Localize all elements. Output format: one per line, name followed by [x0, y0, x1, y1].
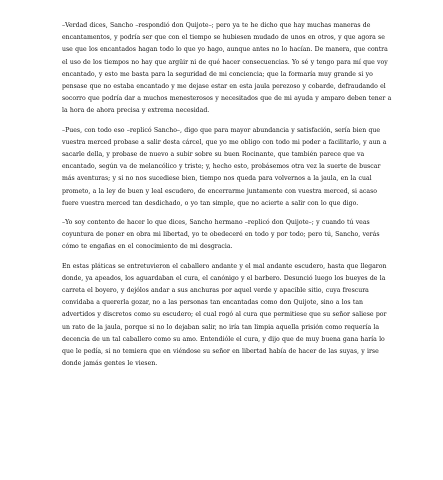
paragraph-1: –Verdad dices, Sancho –respondió don Quijote–; pero ya te he dicho que hay muchas maneras de encantamentos, y podría ser que con el tiempo se hubiesen mudado de unos en otros, y que agora se use que los encantados hagan todo lo que yo hago, aunque antes no lo hacían. De manera, que contra el uso de los tiempos no hay que argüir ni de qué hacer consecuencias. Yo sé y tengo para mí que voy encantado, y esto me basta para la seguridad de mi conciencia; que la formaría muy grande si yo pensase que no estaba encantado y me dejase estar en esta jaula perezoso y cobarde, defraudando el socorro que podría dar a muchos menesterosos y necesitados que de mi ayuda y amparo deben tener a la hora de ahora precisa y extrema necesidad. [62, 22, 392, 115]
paragraph-3: –Yo soy contento de hacer lo que dices, Sancho hermano –replicó don Quijote–; y cuando tú veas coyuntura de poner en obra mi libertad, yo te obedeceré en todo y por todo; pero tú, Sancho, verás cómo te engañas en el conocimiento de mi desgracia. [62, 219, 380, 251]
document-page [62, 20, 392, 377]
paragraph-2: –Pues, con todo eso –replicó Sancho–, digo que para mayor abundancia y satisfación, sería bien que vuestra merced probase a salir desta cárcel, que yo me obligo con todo mi poder a facilitarlo, y aun a sacarle della, y probase de nuevo a subir sobre su buen Rocinante, que también parece que va encantado, según va de melancólico y triste; y, hecho esto, probásemos otra vez la suerte de buscar más aventuras; y si no nos sucediese bien, tiempo nos queda para volvernos a la jaula, en la cual prometo, a la ley de buen y leal escudero, de encerrarme juntamente con vuestra merced, si acaso fuere vuestra merced tan desdichado, o yo tan simple, que no acierte a salir con lo que digo. [62, 126, 387, 207]
paragraph-4: En estas pláticas se entretuvieron el caballero andante y el mal andante escudero, hasta que llegaron donde, ya apeados, los aguardaban el cura, el canónigo y el barbero. Desunció luego los bueyes de la carreta el boyero, y dejólos andar a sus anchuras por aquel verde y apacible sitio, cuya frescura convidaba a quererla gozar, no a las personas tan encantadas como don Quijote, sino a los tan advertidos y discretos como su escudero; el cual rogó al cura que permitiese que su señor saliese por un rato de la jaula, porque si no lo dejaban salir, no iría tan limpia aquella prisión como requería la decencia de un tal caballero como su amo. Entendióle el cura, y dijo que de muy buena gana haría lo que le pedía, si no temiera que en viéndose su señor en libertad había de hacer de las suyas, y irse donde jamás gentes le viesen. [62, 262, 387, 368]
